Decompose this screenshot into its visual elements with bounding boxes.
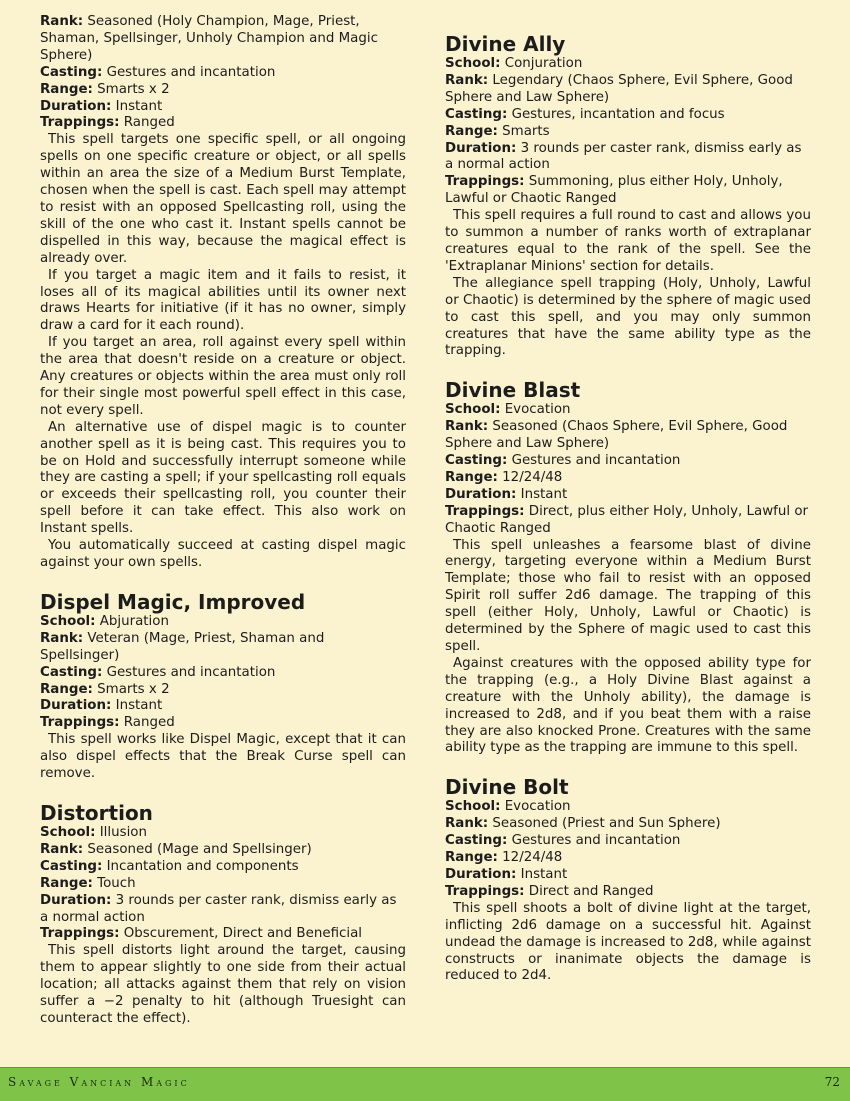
spell-heading: Divine Ally [445,32,566,56]
spell-paragraph: An alternative use of dispel magic is to counter another spell as it is being cast. This requires you to be on Hold and successfully interrupt someone while they are casting a spell; if your spellcasting roll equals or exceeds their spellcasting roll, you counter their spell before it can take effect. This also work on Instant spells. [40,419,406,537]
stat-casting: Casting: Gestures, incantation and focus [445,106,725,122]
spell-paragraph: The allegiance spell trapping (Holy, Unholy, Lawful or Chaotic) is determined by the sphere of magic used to cast this spell, and you may only summon creatures that have the same ability type as the trapping. [445,275,811,359]
stat-duration: Duration: 3 rounds per caster rank, dismiss early as a normal action [445,140,802,173]
stat-casting: Casting: Incantation and components [40,858,299,874]
spell-heading: Divine Blast [445,378,581,403]
stat-trappings: Trappings: Ranged [40,715,175,731]
stat-range: Range: 12/24/48 [445,850,563,866]
stat-casting: Casting: Gestures and incantation [445,453,681,469]
stat-duration: Duration: Instant [40,698,163,714]
spell-divine-ally [445,32,811,360]
spell-divine-blast [445,378,811,757]
spell-heading: Distortion [40,800,153,825]
spell-paragraph: If you target a magic item and it fails to resist, it loses all of its magical abilities until its owner next draws Hearts for initiative (if it has no owner, simply draw a card for it each round). [40,267,406,334]
spell-heading: Divine Bolt [445,775,569,800]
stat-duration: Duration: Instant [445,486,568,502]
stat-range: Range: Smarts x 2 [40,681,170,697]
page-number: 72 [824,1075,840,1089]
stat-casting: Casting: Gestures and incantation [40,664,276,680]
stat-trappings: Trappings: Summoning, plus either Holy, Unholy, Lawful or Chaotic Ranged [445,174,783,207]
stat-rank: Rank: Seasoned (Holy Champion, Mage, Priest, Shaman, Spellsinger, Unholy Champion and Magic Sphere) [40,14,378,63]
stat-rank: Rank: Legendary (Chaos Sphere, Evil Sphere, Good Sphere and Law Sphere) [445,72,793,105]
stat-duration: Duration: Instant [40,98,163,114]
stat-school: School: Conjuration [445,56,583,71]
spell-dispel-magic-continued [40,14,406,572]
stat-range: Range: 12/24/48 [445,469,563,485]
spell-paragraph: If you target an area, roll against every spell within the area that doesn't reside on a creature or object. Any creatures or objects within the area must only roll for their single most powerful spell effect in this case, not every spell. [40,335,406,418]
spell-paragraph: This spell targets one specific spell, or all ongoing spells on one specific creature or object, or all spells within an area the size of a Medium Burst Template, chosen when the spell is cast. Each spell may attempt to resist with an opposed Spellcasting roll, using the skill of the one who cast it. Instant spells cannot be dispelled in this way, because the magical effect is already over. [40,132,406,266]
stat-rank: Rank: Seasoned (Priest and Sun Sphere) [445,816,721,832]
stat-range: Range: Smarts [445,123,550,139]
right-column [445,32,811,985]
stat-school: School: Illusion [40,824,147,840]
spell-paragraph: This spell shoots a bolt of divine light at the target, inflicting 2d6 damage on a successful hit. Against undead the damage is increased to 2d8, while against constructs or inanimate objects the damage is reduced to 2d4. [445,900,811,984]
page-footer [0,1067,850,1101]
spell-dispel-magic-improved [40,590,406,783]
stat-school: School: Evocation [445,402,571,418]
stat-rank: Rank: Veteran (Mage, Priest, Shaman and Spellsinger) [40,630,325,663]
book-title: Savage Vancian Magic [8,1075,190,1089]
stat-trappings: Trappings: Ranged [40,115,175,131]
stat-duration: Duration: 3 rounds per caster rank, dismiss early as a normal action [40,892,397,925]
stat-trappings: Trappings: Direct, plus either Holy, Unholy, Lawful or Chaotic Ranged [445,503,809,536]
stat-casting: Casting: Gestures and incantation [40,64,276,80]
left-column [40,14,406,1028]
spell-heading: Dispel Magic, Improved [40,589,306,614]
spell-paragraph: You automatically succeed at casting dispel magic against your own spells. [40,538,406,570]
stat-trappings: Trappings: Direct and Ranged [445,883,654,899]
stat-school: School: Abjuration [40,613,169,629]
spell-distortion [40,801,406,1028]
spell-paragraph: This spell distorts light around the target, causing them to appear slightly to one side from their actual location; all attacks against them that rely on vision suffer a −2 penalty to hit (although Truesight can counteract the effect). [40,943,406,1026]
stat-rank: Rank: Seasoned (Chaos Sphere, Evil Sphere, Good Sphere and Law Sphere) [445,419,788,452]
spell-paragraph: Against creatures with the opposed ability type for the trapping (e.g., a Holy Divine Blast against a creature with the Unholy ability), the damage is increased to 2d8, and if you beat them with a raise they are also knocked Prone. Creatures with the same ability type as the trapping are immune to this spell. [445,655,811,756]
stat-casting: Casting: Gestures and incantation [445,833,681,849]
stat-duration: Duration: Instant [445,866,568,882]
stat-trappings: Trappings: Obscurement, Direct and Beneficial [40,926,363,942]
stat-rank: Rank: Seasoned (Mage and Spellsinger) [40,841,312,857]
stat-range: Range: Smarts x 2 [40,81,170,97]
spell-paragraph: This spell unleashes a fearsome blast of divine energy, targeting everyone within a Medium Burst Template; those who fail to resist with an opposed Spirit roll suffer 2d6 damage. The trapping of this spell (either Holy, Unholy, Lawful or Chaotic) is determined by the Sphere of magic used to cast this spell. [445,537,811,654]
stat-range: Range: Touch [40,875,136,891]
spell-paragraph: This spell works like Dispel Magic, except that it can also dispel effects that the Break Curse spell can remove. [40,732,406,782]
stat-school: School: Evocation [445,799,571,815]
spell-paragraph: This spell requires a full round to cast and allows you to summon a number of ranks worth of extraplanar creatures equal to the rank of the spell. See the 'Extraplanar Minions' section for details. [445,208,811,274]
spell-divine-bolt [445,775,811,985]
